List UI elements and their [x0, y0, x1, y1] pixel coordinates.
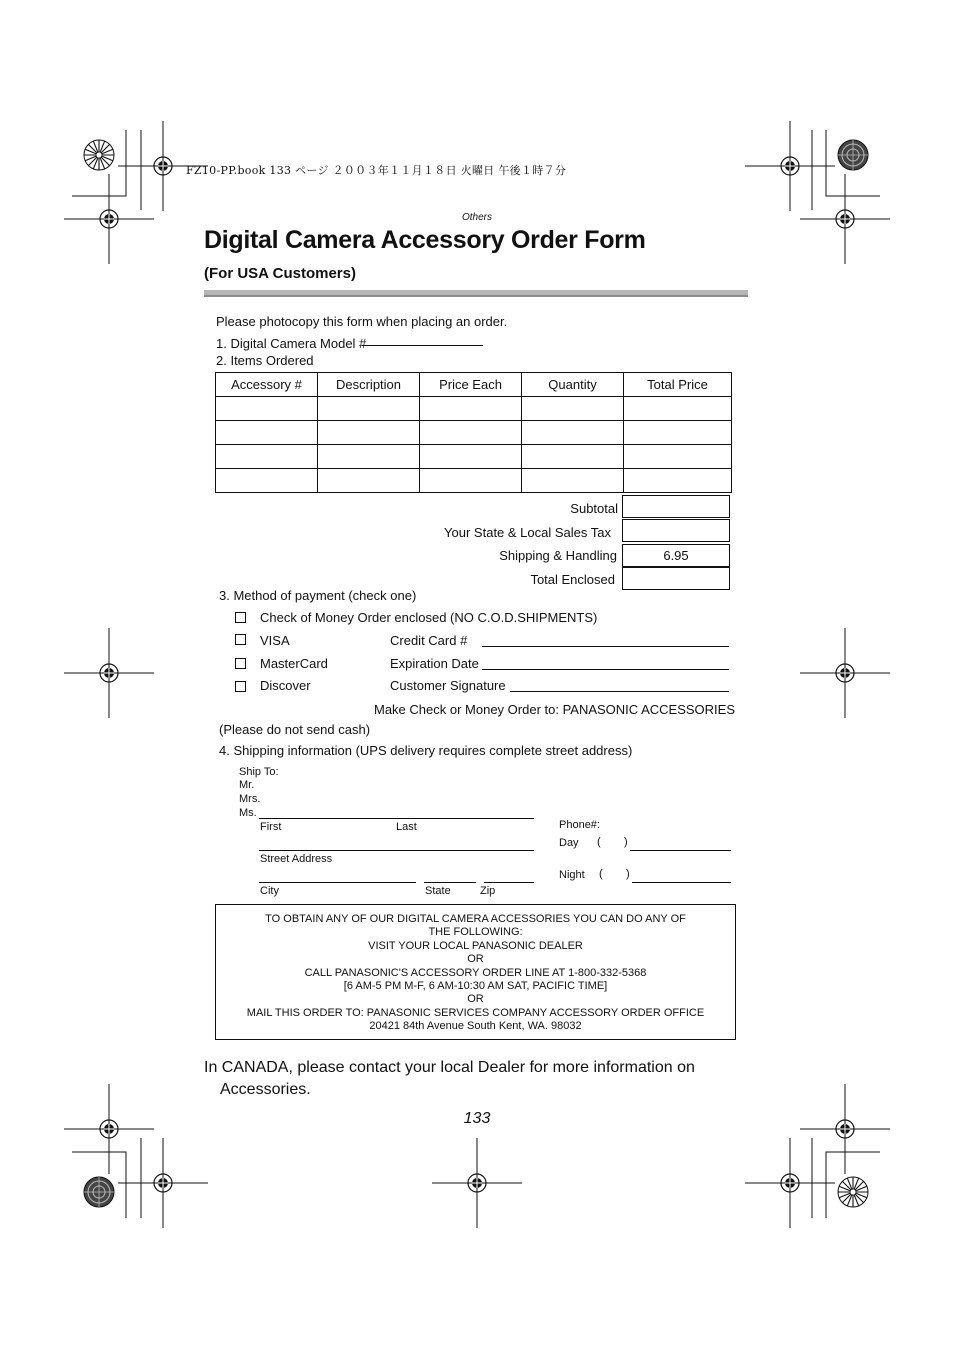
- page-number: 133: [463, 1110, 491, 1127]
- subtotal-label: Subtotal: [570, 501, 618, 516]
- night-phone-label: Night: [559, 869, 585, 881]
- info-line: OR: [467, 953, 484, 966]
- credit-card-label: Credit Card #: [390, 633, 468, 648]
- name-field[interactable]: [259, 818, 534, 819]
- total-enclosed-field[interactable]: [622, 567, 730, 590]
- zip-field[interactable]: [484, 882, 534, 883]
- street-address-label: Street Address: [260, 853, 333, 865]
- customer-signature-field[interactable]: [510, 691, 729, 692]
- visa-checkbox[interactable]: [235, 634, 246, 645]
- table-cell[interactable]: [420, 421, 522, 445]
- table-cell[interactable]: [318, 421, 420, 445]
- day-paren-close: ): [624, 836, 628, 848]
- table-cell[interactable]: [216, 421, 318, 445]
- table-cell[interactable]: [318, 397, 420, 421]
- table-cell[interactable]: [624, 421, 732, 445]
- info-line: MAIL THIS ORDER TO: PANASONIC SERVICES COMPANY ACCESSORY ORDER OFFICE: [246, 1006, 705, 1019]
- shipping-label: Shipping & Handling: [499, 548, 617, 563]
- state-field[interactable]: [424, 882, 476, 883]
- customer-signature-label: Customer Signature: [390, 678, 506, 693]
- table-cell[interactable]: [216, 469, 318, 493]
- page-title: Digital Camera Accessory Order Form: [204, 226, 646, 254]
- ship-to-label: Ship To:: [239, 766, 279, 778]
- header-accessory: Accessory #: [216, 373, 318, 397]
- table-row: [216, 469, 732, 493]
- mastercard-checkbox[interactable]: [235, 658, 246, 669]
- model-field[interactable]: [362, 345, 483, 346]
- title-mrs: Mrs.: [239, 793, 261, 805]
- mastercard-label: MasterCard: [260, 656, 328, 671]
- intro-text: Please photocopy this form when placing an order.: [216, 314, 508, 329]
- table-row: [216, 421, 732, 445]
- title-ms: Ms.: [239, 807, 257, 819]
- info-line: CALL PANASONIC'S ACCESSORY ORDER LINE AT 1-800-332-5368: [304, 966, 647, 979]
- payable-to-text: Make Check or Money Order to: PANASONIC ACCESSORIES: [374, 702, 735, 717]
- header-description: Description: [318, 373, 420, 397]
- print-header: FZ10-PP.book 133 ページ ２００３年１１月１８日 火曜日 午後１時７分: [186, 164, 567, 177]
- city-label: City: [260, 885, 279, 897]
- street-address-field[interactable]: [259, 850, 534, 851]
- model-label: 1. Digital Camera Model #: [216, 336, 367, 351]
- table-cell[interactable]: [318, 445, 420, 469]
- items-label: 2. Items Ordered: [216, 353, 314, 368]
- first-name-label: First: [260, 821, 282, 833]
- credit-card-field[interactable]: [482, 646, 729, 647]
- table-cell[interactable]: [420, 397, 522, 421]
- check-money-order-label: Check of Money Order enclosed (NO C.O.D.SHIPMENTS): [260, 610, 598, 625]
- info-line: [6 AM-5 PM M-F, 6 AM-10:30 AM SAT, PACIFIC TIME]: [343, 980, 608, 993]
- header-quantity: Quantity: [522, 373, 624, 397]
- expiration-date-field[interactable]: [482, 669, 729, 670]
- header-price-each: Price Each: [420, 373, 522, 397]
- info-line: THE FOLLOWING:: [428, 926, 523, 939]
- sales-tax-label: Your State & Local Sales Tax: [444, 525, 611, 540]
- title-rule: [204, 290, 748, 297]
- expiration-date-label: Expiration Date: [390, 656, 479, 671]
- visa-label: VISA: [260, 633, 290, 648]
- canada-note-line-2: Accessories.: [220, 1080, 311, 1098]
- title-mr: Mr.: [239, 779, 255, 791]
- table-cell[interactable]: [624, 445, 732, 469]
- table-cell[interactable]: [522, 421, 624, 445]
- night-paren-open: (: [599, 868, 603, 880]
- sales-tax-field[interactable]: [622, 519, 730, 542]
- day-phone-label: Day: [559, 837, 579, 849]
- table-row: [216, 397, 732, 421]
- items-table: [215, 372, 732, 493]
- table-cell[interactable]: [420, 469, 522, 493]
- table-header-row: [216, 373, 732, 397]
- night-paren-close: ): [626, 868, 630, 880]
- payment-label: 3. Method of payment (check one): [219, 588, 417, 603]
- table-cell[interactable]: [522, 397, 624, 421]
- shipping-info-label: 4. Shipping information (UPS delivery requires complete street address): [219, 743, 633, 758]
- total-enclosed-label: Total Enclosed: [530, 572, 615, 587]
- table-cell[interactable]: [522, 445, 624, 469]
- info-line: OR: [467, 993, 484, 1006]
- check-money-order-checkbox[interactable]: [235, 612, 246, 623]
- discover-label: Discover: [260, 678, 311, 693]
- discover-checkbox[interactable]: [235, 681, 246, 692]
- table-cell[interactable]: [420, 445, 522, 469]
- day-paren-open: (: [597, 836, 601, 848]
- zip-label: Zip: [480, 885, 496, 897]
- night-phone-field[interactable]: [632, 882, 731, 883]
- subtotal-field[interactable]: [622, 495, 730, 518]
- info-line: TO OBTAIN ANY OF OUR DIGITAL CAMERA ACCESSORIES YOU CAN DO ANY OF: [265, 913, 686, 925]
- table-cell[interactable]: [216, 445, 318, 469]
- table-cell[interactable]: [624, 397, 732, 421]
- table-cell[interactable]: [522, 469, 624, 493]
- table-cell[interactable]: [624, 469, 732, 493]
- last-name-label: Last: [396, 821, 417, 833]
- canada-note-line-1: In CANADA, please contact your local Dealer for more information on: [204, 1059, 695, 1076]
- table-cell[interactable]: [216, 397, 318, 421]
- canada-note: [204, 1057, 744, 1100]
- city-field[interactable]: [259, 882, 416, 883]
- info-line: 20421 84th Avenue South Kent, WA. 98032: [369, 1020, 582, 1033]
- table-row: [216, 445, 732, 469]
- ordering-info-box: [215, 904, 736, 1040]
- table-cell[interactable]: [318, 469, 420, 493]
- info-line: VISIT YOUR LOCAL PANASONIC DEALER: [368, 939, 583, 952]
- shipping-value: 6.95: [622, 544, 730, 567]
- section-label: Others: [461, 212, 492, 223]
- phone-label: Phone#:: [559, 819, 600, 831]
- header-total-price: Total Price: [624, 373, 732, 397]
- day-phone-field[interactable]: [630, 850, 731, 851]
- no-cash-text: (Please do not send cash): [219, 722, 371, 737]
- page-subtitle: (For USA Customers): [204, 265, 356, 282]
- state-label: State: [425, 885, 451, 897]
